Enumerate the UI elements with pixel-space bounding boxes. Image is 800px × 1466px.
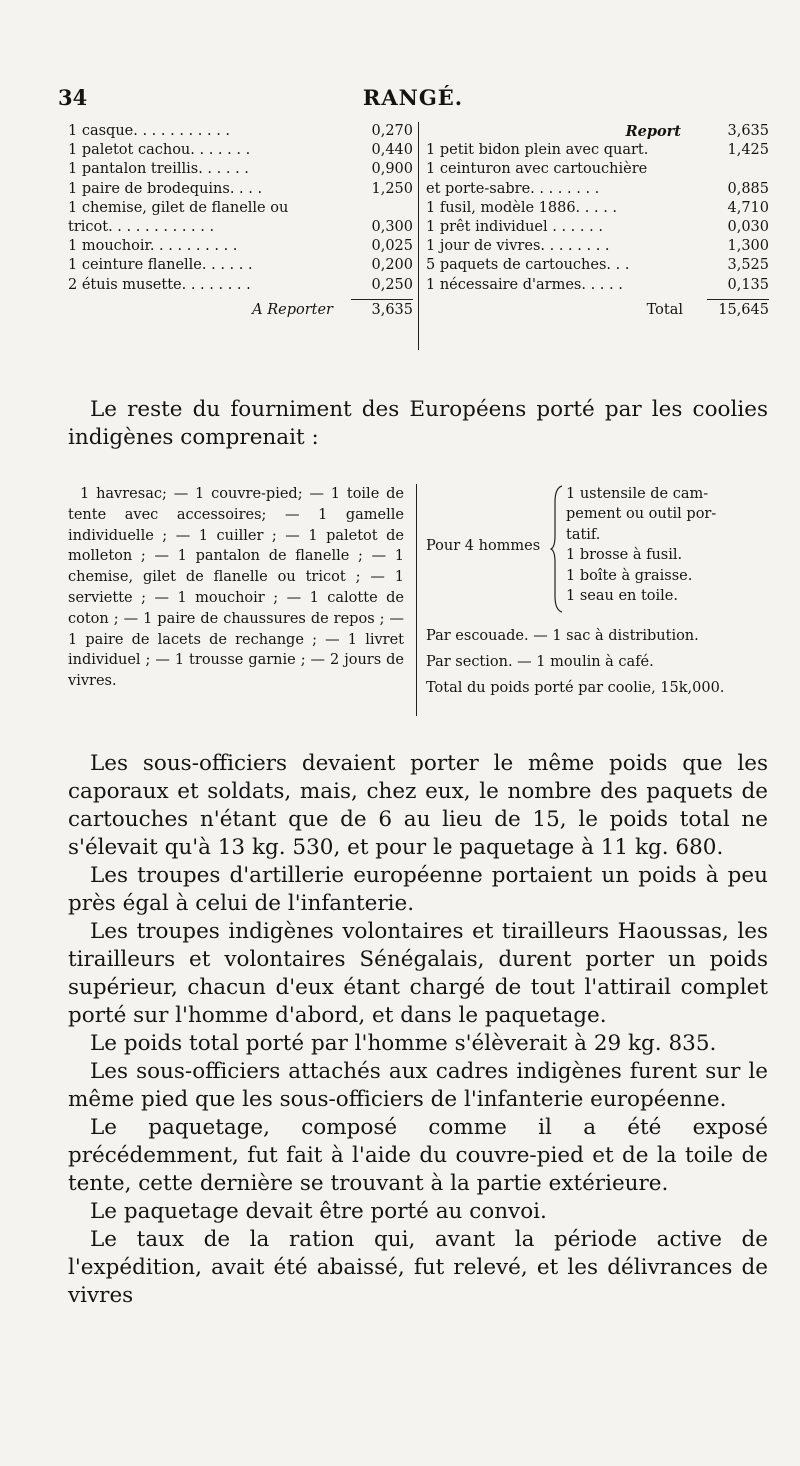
brace-item-list xyxy=(566,484,770,606)
item-weight: 0,300 xyxy=(371,218,413,235)
item-label: 1 petit bidon plein avec quart. xyxy=(426,142,649,159)
item-label: 1 fusil, modèle 1886. . . . . xyxy=(426,199,618,216)
item-label: 1 ceinturon avec cartouchière xyxy=(426,161,648,178)
table-row xyxy=(426,218,769,237)
list-item: 1 boîte à graisse. xyxy=(566,567,693,584)
item-label: 1 chemise, gilet de flanelle ou xyxy=(68,199,289,216)
carry-forward-label: A Reporter xyxy=(252,301,333,318)
item-label: 1 mouchoir. . . . . . . . . . xyxy=(68,238,238,255)
equipment-table-left xyxy=(68,122,413,320)
item-weight: 0,135 xyxy=(727,276,769,293)
item-label: 1 nécessaire d'armes. . . . . xyxy=(426,276,623,293)
table-row xyxy=(426,160,769,179)
item-weight: 0,885 xyxy=(727,180,769,197)
table-row xyxy=(68,160,413,179)
total-value: 15,645 xyxy=(718,301,769,318)
item-label: 2 étuis musette. . . . . . . . xyxy=(68,276,251,293)
running-title: RANGÉ. xyxy=(362,85,464,110)
intro-paragraph xyxy=(68,396,768,452)
table-row xyxy=(426,199,769,218)
item-label: 1 paletot cachou. . . . . . . xyxy=(68,142,251,159)
carry-forward-row xyxy=(68,299,413,320)
block-divider xyxy=(416,484,417,716)
table-row xyxy=(68,199,413,218)
list-item: pement ou outil por- xyxy=(566,506,717,523)
equipment-table-right xyxy=(426,122,769,320)
column-divider xyxy=(418,122,419,350)
item-weight: 0,440 xyxy=(371,142,413,159)
paragraph: Le taux de la ration qui, avant la période active de l'expédition, avait été abaissé, fut relevé, et les délivrances de vivres xyxy=(68,1227,768,1308)
item-weight: 4,710 xyxy=(727,199,769,216)
total-label: Total xyxy=(646,301,683,318)
item-label: 1 jour de vivres. . . . . . . . xyxy=(426,238,610,255)
coolie-load-block xyxy=(68,484,770,720)
item-label: 5 paquets de cartouches. . . xyxy=(426,257,630,274)
list-item: 1 brosse à fusil. xyxy=(566,547,683,564)
item-label: 1 paire de brodequins. . . . xyxy=(68,180,263,197)
list-item: 1 seau en toile. xyxy=(566,588,678,605)
item-label: 1 prêt individuel . . . . . . xyxy=(426,218,603,235)
item-weight: 1,250 xyxy=(371,180,413,197)
item-weight: 0,030 xyxy=(727,218,769,235)
item-label: 1 ceinture flanelle. . . . . . xyxy=(68,257,253,274)
report-value: 3,635 xyxy=(727,123,769,139)
item-weight: 1,300 xyxy=(727,238,769,255)
paragraph: Le poids total porté par l'homme s'élèverait à 29 kg. 835. xyxy=(90,1031,717,1056)
page-header xyxy=(58,85,768,119)
table-row xyxy=(426,141,769,160)
table-row xyxy=(426,180,769,199)
body-text xyxy=(68,750,768,1310)
list-item: Par escouade. — 1 sac à distribution. xyxy=(426,628,699,644)
report-row xyxy=(426,122,769,141)
item-label: 1 casque. . . . . . . . . . . xyxy=(68,123,231,139)
item-weight: 0,250 xyxy=(371,276,413,293)
carry-forward-value: 3,635 xyxy=(371,301,413,318)
list-item: Par section. — 1 moulin à café. xyxy=(426,654,654,670)
coolie-items-text: 1 havresac; — 1 couvre-pied; — 1 toile de tente avec accessoires; — 1 gamelle individuelle ; — 1 cuiller ; — 1 paletot de molleton ; — 1 pantalon de flanelle ; — 1 chemise, gilet de flanelle ou tricot ; — 1 serviette ; — 1 mouchoir ; — 1 calotte de coton ; — 1 paire de chaussures de repos ; — 1 paire de lacets de rechange ; — 1 livret individuel ; — 1 trousse garnie ; — 2 jours de vivres. xyxy=(68,486,404,690)
item-weight: 1,425 xyxy=(727,142,769,159)
table-row xyxy=(68,141,413,160)
paragraph: Les troupes d'artillerie européenne portaient un poids à peu près égal à celui de l'infanterie. xyxy=(68,863,768,916)
item-label: 1 pantalon treillis. . . . . . xyxy=(68,161,249,178)
curly-brace-icon xyxy=(550,484,564,614)
item-weight: 0,900 xyxy=(371,161,413,178)
sum-rule xyxy=(707,299,769,300)
list-item: Total du poids porté par coolie, 15k,000. xyxy=(426,680,725,696)
paragraph: Le paquetage, composé comme il a été exposé précédemment, fut fait à l'aide du couvre-pied et de la toile de tente, cette dernière se trouvant à la partie extérieure. xyxy=(68,1115,768,1196)
item-weight: 0,025 xyxy=(371,238,413,255)
table-row xyxy=(68,122,413,141)
table-row xyxy=(68,218,413,237)
page-number: 34 xyxy=(58,85,88,110)
table-row xyxy=(68,180,413,199)
table-row xyxy=(68,276,413,295)
item-weight: 3,525 xyxy=(727,257,769,274)
paragraph: Les sous-officiers attachés aux cadres indigènes furent sur le même pied que les sous-officiers de l'infanterie européenne. xyxy=(68,1059,768,1112)
table-row xyxy=(68,237,413,256)
table-row xyxy=(68,256,413,275)
item-weight: 0,270 xyxy=(371,123,413,139)
coolie-items-list xyxy=(68,484,404,692)
pour-label: Pour 4 hommes xyxy=(426,538,541,554)
sum-rule xyxy=(351,299,413,300)
paragraph: Les troupes indigènes volontaires et tirailleurs Haoussas, les tirailleurs et volontaires Sénégalais, durent porter un poids supérieur, chacun d'eux étant chargé de tout l'attirail complet porté sur l'homme d'abord, et dans le paquetage. xyxy=(68,919,768,1028)
item-label: tricot. . . . . . . . . . . . xyxy=(68,218,215,235)
list-item: tatif. xyxy=(566,526,601,543)
table-row xyxy=(426,276,769,295)
paragraph: Le reste du fourniment des Européens porté par les coolies indigènes comprenait : xyxy=(68,397,768,450)
report-label: Report xyxy=(625,123,681,140)
table-row xyxy=(426,256,769,275)
list-item: 1 ustensile de cam- xyxy=(566,486,709,502)
paragraph: Le paquetage devait être porté au convoi. xyxy=(90,1199,547,1224)
total-row xyxy=(426,299,769,320)
table-row xyxy=(426,237,769,256)
extra-lines xyxy=(426,626,770,704)
item-weight: 0,200 xyxy=(371,257,413,274)
item-label: et porte-sabre. . . . . . . . xyxy=(426,180,600,197)
paragraph: Les sous-officiers devaient porter le même poids que les caporaux et soldats, mais, chez eux, le nombre des paquets de cartouches n'étant que de 6 au lieu de 15, le poids total ne s'élevait qu'à 13 kg. 530, et pour le paquetage à 11 kg. 680. xyxy=(68,751,768,860)
